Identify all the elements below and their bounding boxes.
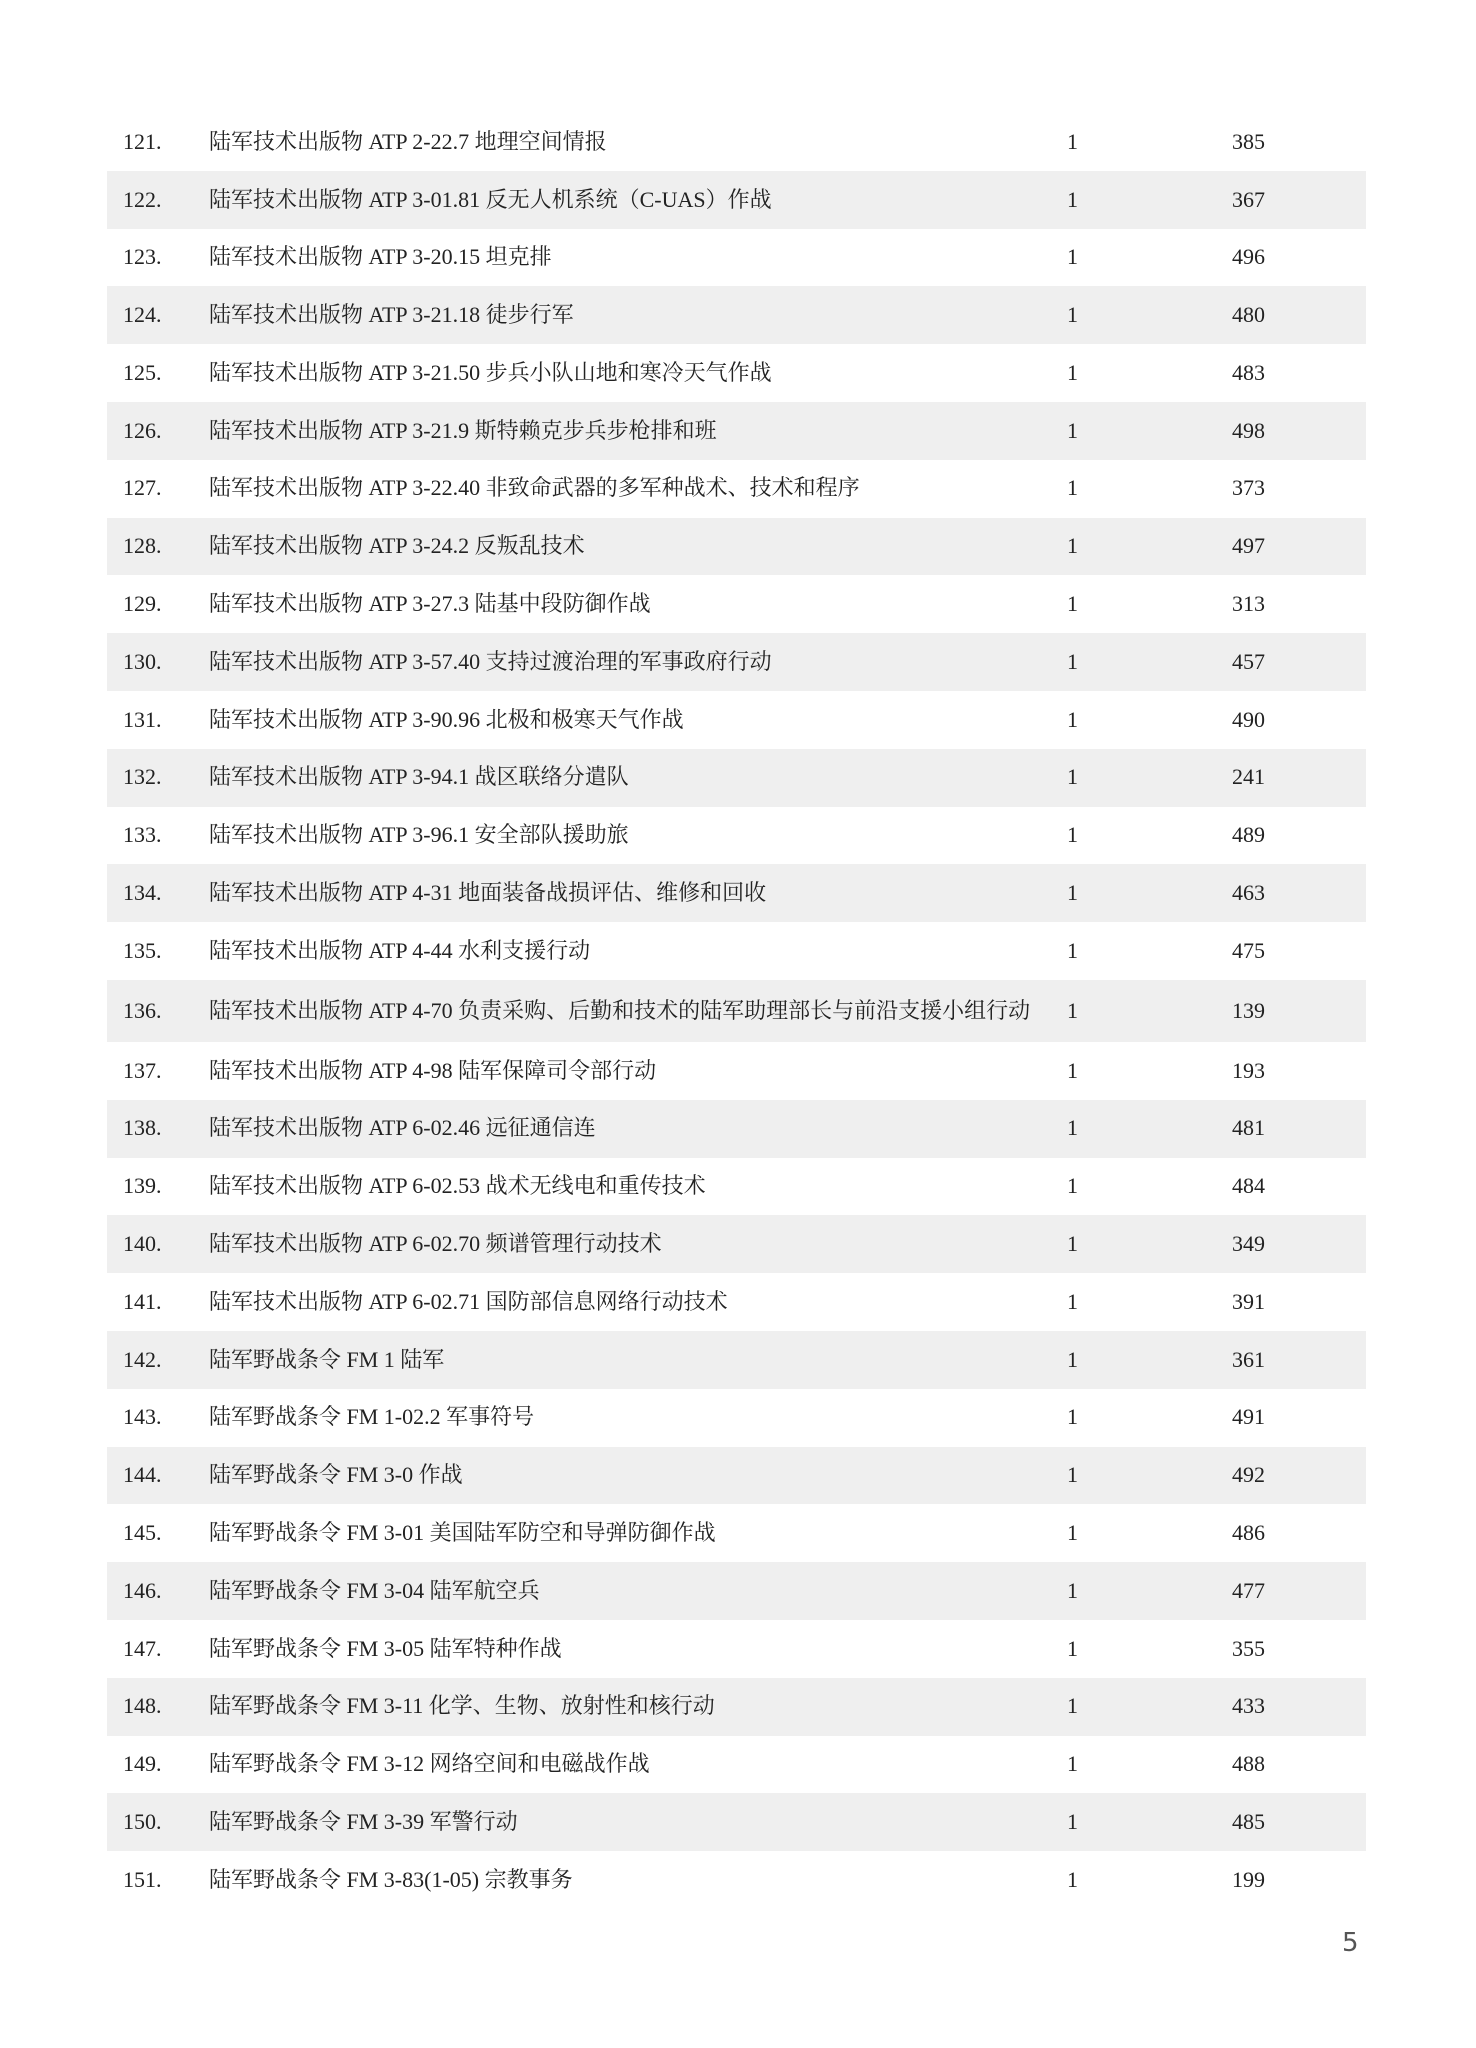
row-title: 陆军技术出版物 ATP 3-21.18 徒步行军 [209,302,574,328]
row-title: 陆军技术出版物 ATP 3-22.40 非致命武器的多军种战术、技术和程序 [209,475,860,501]
row-pages: 193 [1232,1057,1265,1083]
row-quantity: 1 [1067,1115,1078,1141]
table-row [107,171,1366,229]
row-pages: 361 [1232,1346,1265,1372]
row-title: 陆军野战条令 FM 3-05 陆军特种作战 [209,1635,562,1661]
row-number: 139. [123,1173,162,1199]
row-pages: 486 [1232,1520,1265,1546]
row-pages: 475 [1232,937,1265,963]
row-quantity: 1 [1067,706,1078,732]
row-pages: 490 [1232,706,1265,732]
row-pages: 477 [1232,1577,1265,1603]
row-title: 陆军技术出版物 ATP 3-27.3 陆基中段防御作战 [209,591,651,617]
row-number: 144. [123,1462,162,1488]
row-title: 陆军技术出版物 ATP 3-21.50 步兵小队山地和寒冷天气作战 [209,359,772,385]
row-quantity: 1 [1067,1057,1078,1083]
row-number: 138. [123,1115,162,1141]
row-pages: 488 [1232,1751,1265,1777]
row-number: 127. [123,475,162,501]
table-row [107,633,1366,691]
row-quantity: 1 [1067,1866,1078,1892]
table-row [107,1620,1366,1678]
row-number: 122. [123,186,162,212]
row-quantity: 1 [1067,1231,1078,1257]
row-quantity: 1 [1067,302,1078,328]
row-title: 陆军技术出版物 ATP 3-90.96 北极和极寒天气作战 [209,706,684,732]
row-number: 123. [123,244,162,270]
row-number: 145. [123,1520,162,1546]
row-pages: 367 [1232,186,1265,212]
row-number: 149. [123,1751,162,1777]
row-title: 陆军技术出版物 ATP 3-01.81 反无人机系统（C-UAS）作战 [209,186,772,212]
row-title: 陆军技术出版物 ATP 3-57.40 支持过渡治理的军事政府行动 [209,648,772,674]
row-pages: 433 [1232,1693,1265,1719]
row-pages: 481 [1232,1115,1265,1141]
row-title: 陆军技术出版物 ATP 3-24.2 反叛乱技术 [209,533,585,559]
row-number: 125. [123,359,162,385]
row-title: 陆军技术出版物 ATP 3-20.15 坦克排 [209,244,552,270]
table-row [107,113,1366,171]
row-number: 124. [123,302,162,328]
table-row [107,1215,1366,1273]
row-number: 132. [123,764,162,790]
row-quantity: 1 [1067,1404,1078,1430]
row-number: 136. [123,997,162,1023]
row-pages: 463 [1232,880,1265,906]
row-quantity: 1 [1067,880,1078,906]
row-quantity: 1 [1067,417,1078,443]
row-pages: 313 [1232,591,1265,617]
row-title: 陆军技术出版物 ATP 3-94.1 战区联络分遣队 [209,764,629,790]
table-row [107,344,1366,402]
row-pages: 385 [1232,128,1265,154]
table-row [107,1504,1366,1562]
row-quantity: 1 [1067,1577,1078,1603]
row-pages: 349 [1232,1231,1265,1257]
row-number: 143. [123,1404,162,1430]
table-row [107,1158,1366,1216]
row-quantity: 1 [1067,475,1078,501]
table-row [107,1678,1366,1736]
row-pages: 484 [1232,1173,1265,1199]
row-pages: 199 [1232,1866,1265,1892]
row-quantity: 1 [1067,997,1078,1023]
row-number: 131. [123,706,162,732]
row-quantity: 1 [1067,128,1078,154]
row-pages: 485 [1232,1809,1265,1835]
row-quantity: 1 [1067,1635,1078,1661]
row-number: 151. [123,1866,162,1892]
row-quantity: 1 [1067,764,1078,790]
table-row [107,749,1366,807]
row-pages: 498 [1232,417,1265,443]
row-pages: 241 [1232,764,1265,790]
table-row [107,1100,1366,1158]
table-row [107,1042,1366,1100]
table-row [107,286,1366,344]
table-row [107,980,1366,1042]
row-title: 陆军野战条令 FM 3-12 网络空间和电磁战作战 [209,1751,650,1777]
row-quantity: 1 [1067,1693,1078,1719]
row-pages: 480 [1232,302,1265,328]
table-row [107,922,1366,980]
row-pages: 491 [1232,1404,1265,1430]
table-row [107,460,1366,518]
row-title: 陆军技术出版物 ATP 4-98 陆军保障司令部行动 [209,1057,657,1083]
row-number: 147. [123,1635,162,1661]
row-title: 陆军野战条令 FM 1-02.2 军事符号 [209,1404,535,1430]
table-row [107,1562,1366,1620]
row-quantity: 1 [1067,186,1078,212]
row-pages: 497 [1232,533,1265,559]
row-number: 129. [123,591,162,617]
row-number: 126. [123,417,162,443]
row-number: 140. [123,1231,162,1257]
table-row [107,1389,1366,1447]
row-pages: 489 [1232,822,1265,848]
table-row [107,1331,1366,1389]
row-number: 148. [123,1693,162,1719]
row-number: 135. [123,937,162,963]
row-title: 陆军技术出版物 ATP 3-96.1 安全部队援助旅 [209,822,629,848]
row-number: 134. [123,880,162,906]
row-quantity: 1 [1067,1520,1078,1546]
row-title: 陆军技术出版物 ATP 2-22.7 地理空间情报 [209,128,607,154]
row-title: 陆军野战条令 FM 3-04 陆军航空兵 [209,1577,540,1603]
row-pages: 391 [1232,1288,1265,1314]
table-row [107,864,1366,922]
row-pages: 492 [1232,1462,1265,1488]
table-row [107,229,1366,287]
row-title: 陆军技术出版物 ATP 6-02.46 远征通信连 [209,1115,596,1141]
row-title: 陆军野战条令 FM 3-01 美国陆军防空和导弹防御作战 [209,1520,716,1546]
table-row [107,518,1366,576]
row-title: 陆军技术出版物 ATP 4-31 地面装备战损评估、维修和回收 [209,880,767,906]
row-number: 121. [123,128,162,154]
row-pages: 496 [1232,244,1265,270]
row-quantity: 1 [1067,1288,1078,1314]
row-quantity: 1 [1067,591,1078,617]
row-quantity: 1 [1067,533,1078,559]
row-number: 141. [123,1288,162,1314]
row-number: 142. [123,1346,162,1372]
row-title: 陆军野战条令 FM 1 陆军 [209,1346,445,1372]
row-title: 陆军技术出版物 ATP 6-02.53 战术无线电和重传技术 [209,1173,706,1199]
row-pages: 373 [1232,475,1265,501]
row-number: 133. [123,822,162,848]
row-title: 陆军野战条令 FM 3-11 化学、生物、放射性和核行动 [209,1693,715,1719]
row-number: 130. [123,648,162,674]
row-number: 150. [123,1809,162,1835]
table-row [107,1736,1366,1794]
row-quantity: 1 [1067,937,1078,963]
table-row [107,402,1366,460]
table-row [107,1273,1366,1331]
table-row [107,575,1366,633]
row-pages: 457 [1232,648,1265,674]
row-pages: 483 [1232,359,1265,385]
row-title: 陆军技术出版物 ATP 3-21.9 斯特赖克步兵步枪排和班 [209,417,717,443]
table-row [107,807,1366,865]
row-quantity: 1 [1067,359,1078,385]
table-row [107,691,1366,749]
table-row [107,1851,1366,1909]
row-quantity: 1 [1067,1173,1078,1199]
row-quantity: 1 [1067,822,1078,848]
row-quantity: 1 [1067,1809,1078,1835]
row-quantity: 1 [1067,1462,1078,1488]
row-quantity: 1 [1067,648,1078,674]
table-row [107,1447,1366,1505]
row-title: 陆军技术出版物 ATP 6-02.71 国防部信息网络行动技术 [209,1288,728,1314]
row-number: 128. [123,533,162,559]
row-title: 陆军技术出版物 ATP 6-02.70 频谱管理行动技术 [209,1231,662,1257]
row-number: 146. [123,1577,162,1603]
row-number: 137. [123,1057,162,1083]
row-title: 陆军技术出版物 ATP 4-70 负责采购、后勤和技术的陆军助理部长与前沿支援小组行动 [209,997,1031,1023]
row-quantity: 1 [1067,244,1078,270]
row-title: 陆军野战条令 FM 3-39 军警行动 [209,1809,518,1835]
row-title: 陆军野战条令 FM 3-0 作战 [209,1462,463,1488]
document-table [107,113,1366,1909]
page-number: 5 [1342,1928,1359,1958]
row-pages: 139 [1232,997,1265,1023]
row-title: 陆军技术出版物 ATP 4-44 水利支援行动 [209,937,591,963]
row-title: 陆军野战条令 FM 3-83(1-05) 宗教事务 [209,1866,573,1892]
table-row [107,1793,1366,1851]
row-pages: 355 [1232,1635,1265,1661]
row-quantity: 1 [1067,1751,1078,1777]
row-quantity: 1 [1067,1346,1078,1372]
